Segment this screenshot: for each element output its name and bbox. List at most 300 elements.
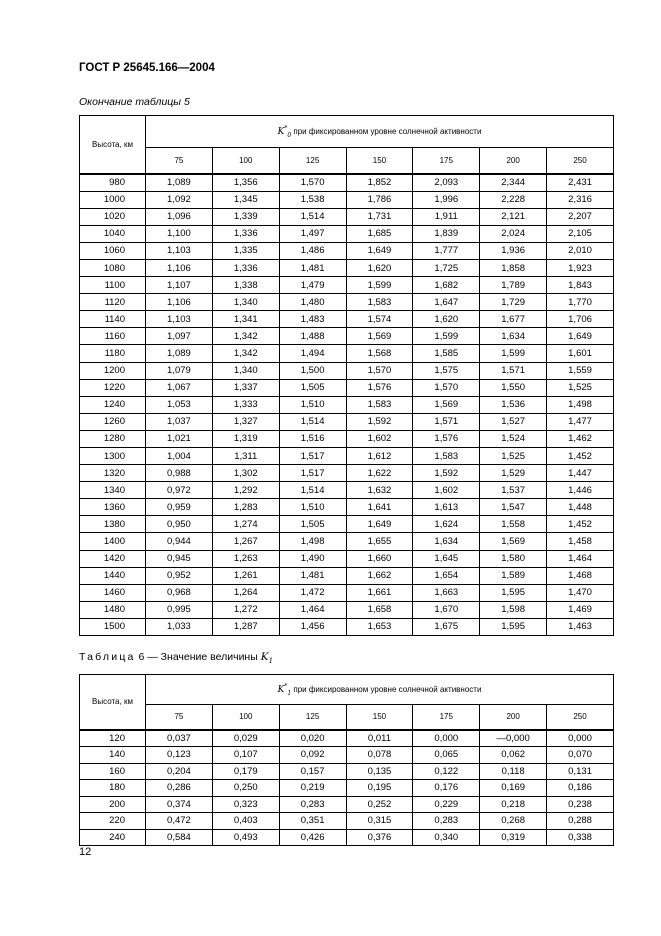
value-cell: 0,338: [547, 829, 614, 846]
value-cell: 0,123: [146, 747, 213, 764]
value-cell: 1,536: [480, 396, 547, 413]
value-cell: 0,376: [346, 829, 413, 846]
value-cell: 0,065: [413, 747, 480, 764]
table-row: [80, 618, 614, 635]
value-cell: 1,570: [413, 379, 480, 396]
value-cell: 1,682: [413, 277, 480, 294]
value-cell: 1,448: [547, 499, 614, 516]
value-cell: 1,620: [413, 311, 480, 328]
value-cell: 1,097: [146, 328, 213, 345]
altitude-cell: 200: [80, 796, 146, 813]
value-cell: 1,601: [547, 345, 614, 362]
value-cell: 0,135: [346, 763, 413, 780]
value-cell: 1,602: [413, 482, 480, 499]
value-cell: 1,339: [212, 208, 279, 225]
altitude-header: Высота, км: [80, 116, 146, 174]
value-cell: 1,599: [413, 328, 480, 345]
activity-level-header: 250: [547, 148, 614, 174]
value-cell: 1,261: [212, 567, 279, 584]
value-cell: 1,510: [279, 499, 346, 516]
table-row: [80, 499, 614, 516]
table6-caption-number: 6: [138, 651, 145, 663]
value-cell: 1,292: [212, 482, 279, 499]
table-row: [80, 516, 614, 533]
value-cell: 1,079: [146, 362, 213, 379]
value-cell: 1,595: [480, 618, 547, 635]
table-row: [80, 242, 614, 259]
value-cell: 0,204: [146, 763, 213, 780]
value-cell: 1,494: [279, 345, 346, 362]
value-cell: 1,571: [480, 362, 547, 379]
value-cell: 1,996: [413, 191, 480, 208]
value-cell: 1,571: [413, 413, 480, 430]
table-row: [80, 259, 614, 276]
value-cell: 1,505: [279, 516, 346, 533]
value-cell: 1,537: [480, 482, 547, 499]
document-header: ГОСТ Р 25645.166—2004: [79, 62, 215, 74]
value-cell: 1,569: [346, 328, 413, 345]
value-cell: 1,583: [346, 294, 413, 311]
value-cell: 0,000: [547, 730, 614, 747]
value-cell: 1,731: [346, 208, 413, 225]
k-superscript: *: [284, 682, 288, 690]
value-cell: 1,456: [279, 618, 346, 635]
value-cell: 1,302: [212, 465, 279, 482]
altitude-cell: 1060: [80, 242, 146, 259]
value-cell: 1,911: [413, 208, 480, 225]
value-cell: 0,029: [212, 730, 279, 747]
value-cell: 1,481: [279, 259, 346, 276]
value-cell: 1,624: [413, 516, 480, 533]
value-cell: 0,107: [212, 747, 279, 764]
value-cell: 1,583: [346, 396, 413, 413]
value-cell: 1,472: [279, 584, 346, 601]
value-cell: 1,634: [413, 533, 480, 550]
value-cell: 0,403: [212, 813, 279, 830]
value-cell: 1,480: [279, 294, 346, 311]
table-row: [80, 813, 614, 830]
value-cell: 1,525: [480, 448, 547, 465]
value-cell: 1,483: [279, 311, 346, 328]
value-cell: 1,447: [547, 465, 614, 482]
value-cell: 1,706: [547, 311, 614, 328]
value-cell: 0,472: [146, 813, 213, 830]
activity-level-header: 100: [212, 148, 279, 174]
table-row: [80, 174, 614, 192]
value-cell: 1,356: [212, 174, 279, 192]
value-cell: 1,677: [480, 311, 547, 328]
value-cell: 1,598: [480, 601, 547, 618]
value-cell: 1,660: [346, 550, 413, 567]
activity-group-header: [146, 675, 614, 705]
value-cell: 0,319: [480, 829, 547, 846]
value-cell: 0,952: [146, 567, 213, 584]
table-row: [80, 796, 614, 813]
value-cell: 1,458: [547, 533, 614, 550]
value-cell: 1,342: [212, 328, 279, 345]
value-cell: 1,462: [547, 430, 614, 447]
value-cell: 1,468: [547, 567, 614, 584]
value-cell: 0,286: [146, 780, 213, 797]
value-cell: 1,599: [480, 345, 547, 362]
value-cell: 1,283: [212, 499, 279, 516]
k-subscript: 1: [287, 689, 292, 697]
value-cell: 0,179: [212, 763, 279, 780]
value-cell: 1,342: [212, 345, 279, 362]
value-cell: 1,327: [212, 413, 279, 430]
value-cell: 1,936: [480, 242, 547, 259]
table5-body: [80, 174, 614, 636]
table-row: [80, 277, 614, 294]
activity-level-header: 75: [146, 148, 213, 174]
value-cell: 1,498: [279, 533, 346, 550]
value-cell: 2,228: [480, 191, 547, 208]
value-cell: 1,770: [547, 294, 614, 311]
value-cell: 1,612: [346, 448, 413, 465]
value-cell: 0,988: [146, 465, 213, 482]
altitude-header: Высота, км: [80, 675, 146, 730]
value-cell: 1,510: [279, 396, 346, 413]
value-cell: 1,263: [212, 550, 279, 567]
value-cell: 1,096: [146, 208, 213, 225]
value-cell: 1,538: [279, 191, 346, 208]
value-cell: 0,340: [413, 829, 480, 846]
value-cell: 0,131: [547, 763, 614, 780]
table-row: [80, 550, 614, 567]
value-cell: 1,675: [413, 618, 480, 635]
value-cell: 1,340: [212, 294, 279, 311]
value-cell: 1,469: [547, 601, 614, 618]
value-cell: 1,287: [212, 618, 279, 635]
altitude-cell: 120: [80, 730, 146, 747]
value-cell: 1,613: [413, 499, 480, 516]
activity-level-header: 150: [346, 148, 413, 174]
value-cell: 0,972: [146, 482, 213, 499]
activity-level-header-row: [80, 705, 614, 730]
value-cell: 1,452: [547, 448, 614, 465]
activity-level-header: 175: [413, 705, 480, 730]
value-cell: 1,649: [346, 516, 413, 533]
value-cell: 2,121: [480, 208, 547, 225]
value-cell: 1,576: [413, 430, 480, 447]
value-cell: 1,789: [480, 277, 547, 294]
value-cell: 2,093: [413, 174, 480, 192]
altitude-cell: 1180: [80, 345, 146, 362]
altitude-cell: 1400: [80, 533, 146, 550]
value-cell: 1,568: [346, 345, 413, 362]
value-cell: 1,500: [279, 362, 346, 379]
value-cell: 1,525: [547, 379, 614, 396]
value-cell: 1,653: [346, 618, 413, 635]
value-cell: 0,584: [146, 829, 213, 846]
table6-caption: [79, 651, 273, 665]
value-cell: 1,272: [212, 601, 279, 618]
value-cell: 0,944: [146, 533, 213, 550]
value-cell: 2,207: [547, 208, 614, 225]
activity-level-header: 175: [413, 148, 480, 174]
value-cell: 1,574: [346, 311, 413, 328]
value-cell: 1,858: [480, 259, 547, 276]
value-cell: 1,464: [279, 601, 346, 618]
value-cell: 0,219: [279, 780, 346, 797]
table-row: [80, 567, 614, 584]
value-cell: 1,311: [212, 448, 279, 465]
value-cell: 1,106: [146, 259, 213, 276]
value-cell: 0,169: [480, 780, 547, 797]
value-cell: 1,529: [480, 465, 547, 482]
table-6: [79, 674, 614, 846]
altitude-cell: 160: [80, 763, 146, 780]
value-cell: 0,950: [146, 516, 213, 533]
activity-level-header: 200: [480, 148, 547, 174]
value-cell: 0,374: [146, 796, 213, 813]
value-cell: 1,336: [212, 225, 279, 242]
value-cell: 1,336: [212, 259, 279, 276]
value-cell: 0,037: [146, 730, 213, 747]
value-cell: 1,662: [346, 567, 413, 584]
value-cell: 1,488: [279, 328, 346, 345]
value-cell: 1,654: [413, 567, 480, 584]
k-subscript: 0: [287, 131, 292, 139]
activity-group-header: [146, 116, 614, 148]
value-cell: 1,267: [212, 533, 279, 550]
value-cell: 1,725: [413, 259, 480, 276]
value-cell: 0,070: [547, 747, 614, 764]
table-row: [80, 413, 614, 430]
value-cell: 0,238: [547, 796, 614, 813]
value-cell: 0,945: [146, 550, 213, 567]
value-cell: 1,067: [146, 379, 213, 396]
value-cell: 1,021: [146, 430, 213, 447]
value-cell: 0,426: [279, 829, 346, 846]
table-row: [80, 430, 614, 447]
value-cell: 0,195: [346, 780, 413, 797]
value-cell: 1,558: [480, 516, 547, 533]
value-cell: 1,569: [413, 396, 480, 413]
altitude-cell: 1140: [80, 311, 146, 328]
k-symbol: K: [277, 126, 285, 137]
table-row: [80, 191, 614, 208]
altitude-cell: 220: [80, 813, 146, 830]
altitude-cell: 1240: [80, 396, 146, 413]
value-cell: 1,595: [480, 584, 547, 601]
table6-caption-prefix: Таблица: [79, 651, 136, 663]
altitude-cell: 1480: [80, 601, 146, 618]
value-cell: 0,268: [480, 813, 547, 830]
value-cell: 0,323: [212, 796, 279, 813]
value-cell: 1,106: [146, 294, 213, 311]
value-cell: 1,498: [547, 396, 614, 413]
value-cell: 1,592: [413, 465, 480, 482]
value-cell: 0,157: [279, 763, 346, 780]
value-cell: 0,011: [346, 730, 413, 747]
value-cell: 1,524: [480, 430, 547, 447]
altitude-cell: 1160: [80, 328, 146, 345]
table6-caption-subscript: 1: [268, 657, 274, 666]
value-cell: 0,062: [480, 747, 547, 764]
value-cell: 1,843: [547, 277, 614, 294]
value-cell: 1,786: [346, 191, 413, 208]
value-cell: 1,264: [212, 584, 279, 601]
value-cell: 1,004: [146, 448, 213, 465]
value-cell: 1,274: [212, 516, 279, 533]
value-cell: 0,078: [346, 747, 413, 764]
value-cell: 1,333: [212, 396, 279, 413]
altitude-cell: 1320: [80, 465, 146, 482]
value-cell: 1,463: [547, 618, 614, 635]
value-cell: 1,592: [346, 413, 413, 430]
value-cell: 1,570: [279, 174, 346, 192]
value-cell: 1,103: [146, 242, 213, 259]
value-cell: 1,559: [547, 362, 614, 379]
table-row: [80, 208, 614, 225]
value-cell: 0,288: [547, 813, 614, 830]
value-cell: 1,527: [480, 413, 547, 430]
altitude-cell: 1460: [80, 584, 146, 601]
table5-caption: Окончание таблицы 5: [79, 96, 190, 108]
value-cell: 1,037: [146, 413, 213, 430]
value-cell: 0,968: [146, 584, 213, 601]
value-cell: 1,649: [346, 242, 413, 259]
altitude-cell: 1120: [80, 294, 146, 311]
value-cell: 1,641: [346, 499, 413, 516]
value-cell: 1,479: [279, 277, 346, 294]
table6-caption-title: — Значение величины: [144, 651, 261, 663]
value-cell: 0,252: [346, 796, 413, 813]
value-cell: 2,105: [547, 225, 614, 242]
value-cell: 1,452: [547, 516, 614, 533]
value-cell: 1,585: [413, 345, 480, 362]
value-cell: 2,024: [480, 225, 547, 242]
value-cell: 1,514: [279, 413, 346, 430]
table-row: [80, 328, 614, 345]
value-cell: 1,514: [279, 208, 346, 225]
activity-level-header: 250: [547, 705, 614, 730]
altitude-cell: 1000: [80, 191, 146, 208]
value-cell: 0,000: [413, 730, 480, 747]
table-row: [80, 730, 614, 747]
value-cell: 1,634: [480, 328, 547, 345]
altitude-cell: 980: [80, 174, 146, 192]
table-5: [79, 115, 614, 636]
value-cell: 1,517: [279, 448, 346, 465]
value-cell: 1,550: [480, 379, 547, 396]
activity-level-header: 125: [279, 705, 346, 730]
value-cell: 1,516: [279, 430, 346, 447]
value-cell: 1,446: [547, 482, 614, 499]
value-cell: 1,663: [413, 584, 480, 601]
activity-level-header: 75: [146, 705, 213, 730]
value-cell: 0,176: [413, 780, 480, 797]
value-cell: 1,338: [212, 277, 279, 294]
value-cell: 1,103: [146, 311, 213, 328]
value-cell: 0,118: [480, 763, 547, 780]
altitude-cell: 240: [80, 829, 146, 846]
value-cell: 1,589: [480, 567, 547, 584]
value-cell: 0,229: [413, 796, 480, 813]
value-cell: 1,649: [547, 328, 614, 345]
table-row: [80, 311, 614, 328]
altitude-cell: 1280: [80, 430, 146, 447]
value-cell: 1,319: [212, 430, 279, 447]
value-cell: 1,670: [413, 601, 480, 618]
value-cell: 2,431: [547, 174, 614, 192]
value-cell: —0,000: [480, 730, 547, 747]
value-cell: 2,316: [547, 191, 614, 208]
table-row: [80, 601, 614, 618]
value-cell: 1,505: [279, 379, 346, 396]
value-cell: 1,602: [346, 430, 413, 447]
value-cell: 0,283: [279, 796, 346, 813]
value-cell: 0,995: [146, 601, 213, 618]
value-cell: 1,777: [413, 242, 480, 259]
altitude-cell: 180: [80, 780, 146, 797]
table-row: [80, 448, 614, 465]
value-cell: 0,315: [346, 813, 413, 830]
altitude-cell: 1040: [80, 225, 146, 242]
table-row: [80, 763, 614, 780]
altitude-cell: 1440: [80, 567, 146, 584]
value-cell: 1,089: [146, 345, 213, 362]
altitude-cell: 1500: [80, 618, 146, 635]
table-row: [80, 747, 614, 764]
altitude-cell: 1100: [80, 277, 146, 294]
altitude-cell: 1340: [80, 482, 146, 499]
table-row: [80, 294, 614, 311]
value-cell: 1,547: [480, 499, 547, 516]
activity-level-header-row: [80, 148, 614, 174]
value-cell: 0,218: [480, 796, 547, 813]
value-cell: 1,622: [346, 465, 413, 482]
value-cell: 1,337: [212, 379, 279, 396]
value-cell: 1,341: [212, 311, 279, 328]
value-cell: 0,186: [547, 780, 614, 797]
activity-level-header: 200: [480, 705, 547, 730]
value-cell: 1,620: [346, 259, 413, 276]
value-cell: 1,514: [279, 482, 346, 499]
value-cell: 1,580: [480, 550, 547, 567]
value-cell: 0,122: [413, 763, 480, 780]
value-cell: 0,351: [279, 813, 346, 830]
altitude-cell: 1200: [80, 362, 146, 379]
activity-level-header: 125: [279, 148, 346, 174]
value-cell: 1,089: [146, 174, 213, 192]
value-cell: 1,632: [346, 482, 413, 499]
altitude-cell: 1360: [80, 499, 146, 516]
value-cell: 2,010: [547, 242, 614, 259]
value-cell: 1,335: [212, 242, 279, 259]
altitude-cell: 1020: [80, 208, 146, 225]
altitude-cell: 140: [80, 747, 146, 764]
table-row: [80, 345, 614, 362]
value-cell: 1,340: [212, 362, 279, 379]
value-cell: 1,100: [146, 225, 213, 242]
value-cell: 1,575: [413, 362, 480, 379]
value-cell: 1,107: [146, 277, 213, 294]
value-cell: 0,092: [279, 747, 346, 764]
altitude-cell: 1080: [80, 259, 146, 276]
value-cell: 1,481: [279, 567, 346, 584]
altitude-cell: 1420: [80, 550, 146, 567]
table-row: [80, 780, 614, 797]
altitude-cell: 1300: [80, 448, 146, 465]
k-symbol: K: [277, 684, 285, 695]
value-cell: 1,092: [146, 191, 213, 208]
value-cell: 1,570: [346, 362, 413, 379]
table-row: [80, 225, 614, 242]
group-header-text: при фиксированном уровне солнечной активности: [291, 126, 482, 136]
k-superscript: *: [284, 124, 288, 132]
